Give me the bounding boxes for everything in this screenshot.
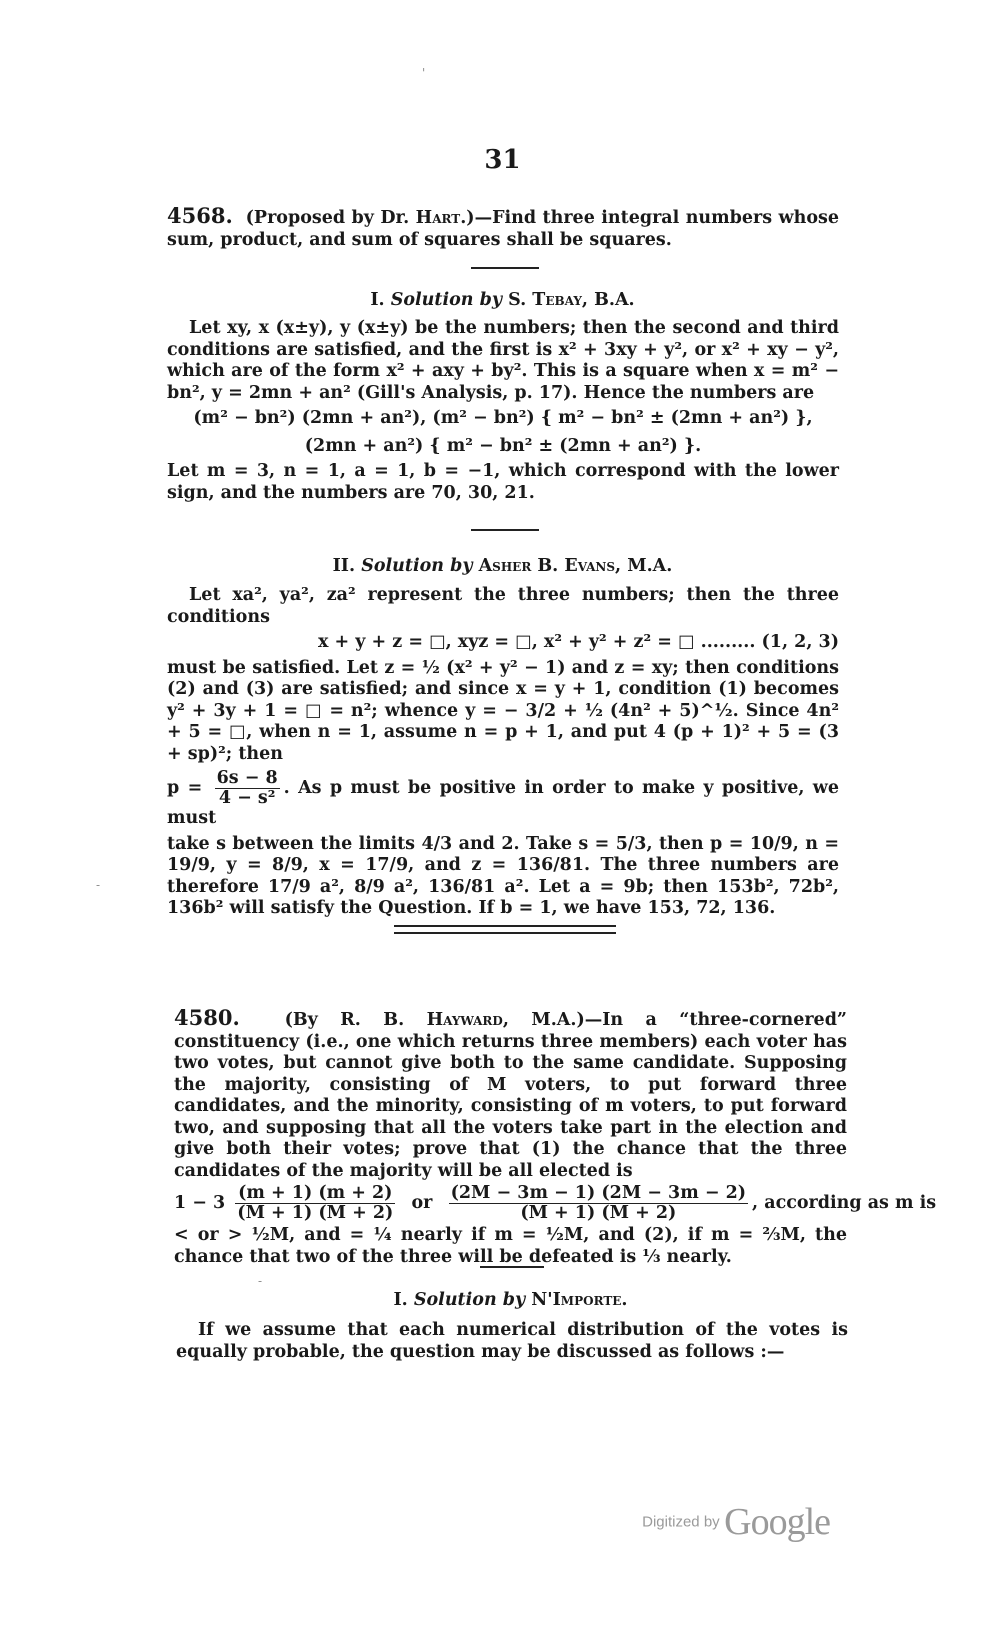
statement-part: < or > ½M, and = ¼ nearly if m = ½M, and (2), if m = ⅔M, the chance that two of the three will be defeated is ⅓ nearly.: [174, 1225, 847, 1267]
proposer-name: Hayward: [426, 1010, 503, 1030]
statement-part: (Proposed by Dr.: [245, 208, 416, 228]
author-name: S. Tebay: [508, 290, 582, 310]
fraction: [449, 1184, 748, 1223]
problem-number: 4568.: [167, 203, 233, 228]
solution-heading: [0, 556, 1005, 576]
author-degree: , B.A.: [581, 290, 635, 310]
problem-number: 4580.: [174, 1005, 240, 1030]
problem-4580: [174, 1005, 937, 1268]
heading-prefix: I.: [370, 290, 391, 310]
author-name: N'Importe: [531, 1290, 622, 1310]
fraction: [235, 1184, 395, 1223]
fraction-line: [167, 769, 839, 830]
solution-paragraph: If we assume that each numerical distribution of the votes is equally probable, the question may be discussed as follows :—: [176, 1320, 848, 1362]
equation: (2mn + an²) { m² − bn² ± (2mn + an²) }.: [304, 435, 702, 456]
fraction-denominator: (M + 1) (M + 2): [520, 1203, 677, 1223]
digitized-by-google-watermark: [642, 1500, 830, 1544]
double-rule-bottom: [394, 932, 616, 934]
print-speck: -: [96, 878, 101, 892]
p-lhs: p =: [167, 778, 203, 798]
fraction-tail: . As p must be positive in order to make y positive, we must: [167, 778, 839, 828]
equation: (m² − bn²) (2mn + an²), (m² − bn²) { m² − bn² ± (2mn + an²) },: [193, 408, 813, 428]
heading-italic: Solution by: [390, 290, 503, 310]
formula-tail: , according as m is: [752, 1193, 937, 1213]
proposer-name: Hart: [415, 208, 461, 228]
solution-paragraph: take s between the limits 4/3 and 2. Take s = 5/3, then p = 10/9, n = 19/9, y = 8/9, x = 17/9, and z = 136/81. The three numbers are therefore 17/9 a², 8/9 a², 136/81 a². Let a = 9b; then 153b², 72b², 136b² will satisfy the Question. If b = 1, we have 153, 72, 136.: [167, 833, 839, 918]
solution-paragraph: Let m = 3, n = 1, a = 1, b = −1, which correspond with the lower sign, and the numbers are 70, 30, 21.: [167, 461, 839, 503]
solution-heading: [8, 1290, 1005, 1310]
solution-paragraph: must be satisfied. Let z = ½ (x² + y² − 1) and z = xy; then conditions (2) and (3) are satisfied; and since x = y + 1, condition (1) becomes y² + 3y + 1 = □ = n²; whence y = − 3/2 + ½ (4n² + 5)^½. Since 4n² + 5 = □, when n = 1, assume n = p + 1, and put 4 (p + 1)² + 5 = (3 + sp)²; then: [167, 657, 839, 764]
formula-or: or: [411, 1193, 433, 1213]
page-number: 31: [484, 145, 521, 175]
print-speck: ': [422, 66, 426, 80]
problem-4568: [167, 205, 839, 251]
fraction-denominator: 4 − s²: [218, 788, 276, 808]
statement-part: (By R. B.: [284, 1010, 427, 1030]
solution-heading: [0, 290, 1005, 310]
solution-1-body: [167, 318, 839, 504]
formula-lead: 1 − 3: [174, 1193, 226, 1213]
section-divider: [471, 529, 539, 531]
statement-part: .)—Find three integral numbers whose sum, product, and sum of squares shall be squares.: [167, 208, 839, 250]
fraction: [215, 769, 280, 808]
section-divider: [471, 267, 539, 269]
probability-formula: [174, 1183, 937, 1223]
print-speck: -: [258, 1274, 263, 1288]
author-name: Asher B. Evans: [478, 556, 616, 576]
fraction-numerator: (2M − 3m − 1) (2M − 3m − 2): [450, 1183, 747, 1203]
author-degree: .: [621, 1290, 628, 1310]
fraction-denominator: (M + 1) (M + 2): [237, 1203, 394, 1223]
heading-italic: Solution by: [413, 1290, 526, 1310]
section-divider: [480, 1266, 544, 1268]
double-rule-top: [394, 925, 616, 927]
statement-part: , M.A.)—In a “three-cornered” constituency (i.e., one which returns three members) each voter has two votes, but cannot give both to the same candidate. Supposing the majority, consisting of M voters, to put forward three candidates, and the minority, consisting of m voters, to put forward two, and supposing that all the voters take part in the election and give both their votes; prove that (1) the chance that the three candidates of the majority will be all elected is: [174, 1010, 847, 1181]
author-degree: , M.A.: [615, 556, 673, 576]
equation: x + y + z = □, xyz = □, x² + y² + z² = □ ......... (1, 2, 3): [317, 632, 839, 652]
watermark-small-text: Digitized by: [642, 1513, 720, 1531]
heading-prefix: I.: [393, 1290, 414, 1310]
solution-paragraph: Let xa², ya², za² represent the three numbers; then the three conditions: [167, 585, 839, 627]
fraction-numerator: (m + 1) (m + 2): [235, 1184, 395, 1204]
solution-2-body: [167, 585, 839, 920]
heading-italic: Solution by: [361, 556, 473, 576]
solution-paragraph: Let xy, x (x±y), y (x±y) be the numbers; then the second and third conditions are satisfied, and the first is x² + 3xy + y², or x² + xy − y², which are of the form x² + axy + by². This is a square when x = m² − bn², y = 2mn + an² (Gill's Analysis, p. 17). Hence the numbers are: [167, 318, 839, 403]
fraction-numerator: 6s − 8: [216, 768, 278, 788]
solution-3-body: [176, 1320, 848, 1363]
google-logo: Google: [724, 1501, 830, 1543]
heading-prefix: II.: [332, 556, 362, 576]
